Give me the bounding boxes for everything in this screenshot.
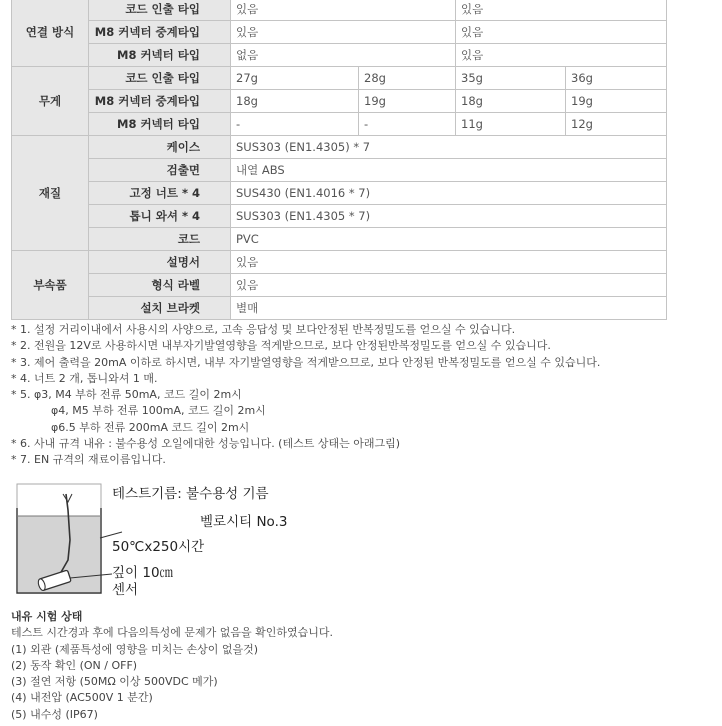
cell-value: SUS430 (EN1.4016 * 7): [231, 182, 667, 205]
table-row: [12, 182, 667, 205]
cell-value: 없음: [231, 44, 456, 67]
table-row: [12, 297, 667, 320]
row-label: 설치 브라켓: [89, 297, 231, 320]
cell-value: 있음: [231, 251, 667, 274]
footnote: * 3. 제어 출력을 20mA 이하로 하시면, 내부 자기발열영향을 적게받으므로, 보다 안정된 반복정밀도를 얻으실 수 있습니다.: [11, 355, 601, 369]
table-row: [12, 136, 667, 159]
footnote: * 2. 전원을 12V로 사용하시면 내부자기발열영향을 적게받으므로, 보다 안정된반복정밀도를 얻으실 수 있습니다.: [11, 339, 551, 353]
group-connection: 연결 방식: [12, 0, 89, 67]
table-row: [12, 251, 667, 274]
footnotes: [11, 322, 716, 469]
section-intro: 테스트 시간경과 후에 다음의특성에 문제가 없음을 확인하였습니다.: [11, 626, 334, 640]
cell-value: 11g: [456, 113, 566, 136]
oil-test-diagram: [14, 480, 314, 600]
footnote: * 4. 너트 2 개, 톱니와셔 1 매.: [11, 371, 158, 385]
cell-value: -: [359, 113, 456, 136]
cell-value: 별매: [231, 297, 667, 320]
row-label: M8 커넥터 중계타입: [89, 21, 231, 44]
cell-value: 18g: [231, 90, 359, 113]
table-row: [12, 21, 667, 44]
sensor-label: 센서: [112, 582, 139, 598]
table-row: [12, 274, 667, 297]
list-item: (2) 동작 확인 (ON / OFF): [11, 658, 138, 672]
footnote: * 7. EN 규격의 재료이름입니다.: [11, 453, 166, 467]
row-label: 케이스: [89, 136, 231, 159]
list-item: (1) 외관 (제품특성에 영향을 미치는 손상이 없을것): [11, 642, 259, 656]
cell-value: 28g: [359, 67, 456, 90]
footnote: * 1. 설정 거리이내에서 사용시의 사양으로, 고속 응답성 및 보다안정된 반복정밀도를 얻으실 수 있습니다.: [11, 323, 516, 336]
cell-value: 있음: [231, 274, 667, 297]
cell-value: 내열 ABS: [231, 159, 667, 182]
table-row: [12, 159, 667, 182]
table-row: [12, 0, 667, 21]
row-label: 코드 인출 타입: [89, 67, 231, 90]
cell-value: 19g: [359, 90, 456, 113]
row-label: M8 커넥터 타입: [89, 44, 231, 67]
container-illustration: [14, 480, 124, 600]
cell-value: 있음: [231, 0, 456, 21]
table-row: [12, 44, 667, 67]
cell-value: PVC: [231, 228, 667, 251]
row-label: 형식 라벨: [89, 274, 231, 297]
list-item: (5) 내수성 (IP67): [11, 707, 98, 721]
cell-value: 있음: [456, 44, 667, 67]
cell-value: 27g: [231, 67, 359, 90]
cell-value: SUS303 (EN1.4305 * 7): [231, 205, 667, 228]
group-weight: 무게: [12, 67, 89, 136]
cell-value: 19g: [566, 90, 667, 113]
group-accessories: 부속품: [12, 251, 89, 320]
row-label: 고정 너트 * 4: [89, 182, 231, 205]
condition-label: 50℃x250시간: [112, 539, 205, 555]
row-label: 톱니 와셔 * 4: [89, 205, 231, 228]
cell-value: 있음: [456, 0, 667, 21]
cell-value: 35g: [456, 67, 566, 90]
list-item: (4) 내전압 (AC500V 1 분간): [11, 691, 153, 705]
depth-label: 깊이 10㎝: [112, 565, 174, 581]
row-label: 코드 인출 타입: [89, 0, 231, 21]
table-row: [12, 113, 667, 136]
row-label: 코드: [89, 228, 231, 251]
cell-value: 있음: [231, 21, 456, 44]
oil-name-label: 테스트기름: 불수용성 기름: [112, 486, 269, 502]
cell-value: -: [231, 113, 359, 136]
list-item: (3) 절연 저항 (50MΩ 이상 500VDC 메가): [11, 675, 218, 689]
row-label: M8 커넥터 중계타입: [89, 90, 231, 113]
footnote: * 6. 사내 규격 내유 : 불수용성 오일에대한 성능입니다. (테스트 상태는 아래그림): [11, 437, 401, 451]
spec-table: [11, 0, 667, 320]
velocity-label: 벨로시티 No.3: [200, 514, 288, 530]
table-row: [12, 205, 667, 228]
cell-value: SUS303 (EN1.4305) * 7: [231, 136, 667, 159]
row-label: M8 커넥터 타입: [89, 113, 231, 136]
table-row: [12, 228, 667, 251]
footnote: φ4, M5 부하 전류 100mA, 코드 길이 2m시: [51, 404, 266, 418]
row-label: 검출면: [89, 159, 231, 182]
footnote: * 5. φ3, M4 부하 전류 50mA, 코드 길이 2m시: [11, 388, 242, 402]
cell-value: 12g: [566, 113, 667, 136]
cell-value: 18g: [456, 90, 566, 113]
cell-value: 36g: [566, 67, 667, 90]
table-row: [12, 90, 667, 113]
footnote: φ6.5 부하 전류 200mA 코드 길이 2m시: [51, 420, 250, 434]
cell-value: 있음: [456, 21, 667, 44]
group-material: 재질: [12, 136, 89, 251]
row-label: 설명서: [89, 251, 231, 274]
section-title: 내유 시험 상태: [11, 610, 83, 623]
table-row: [12, 67, 667, 90]
oil-test-section: [11, 609, 716, 723]
